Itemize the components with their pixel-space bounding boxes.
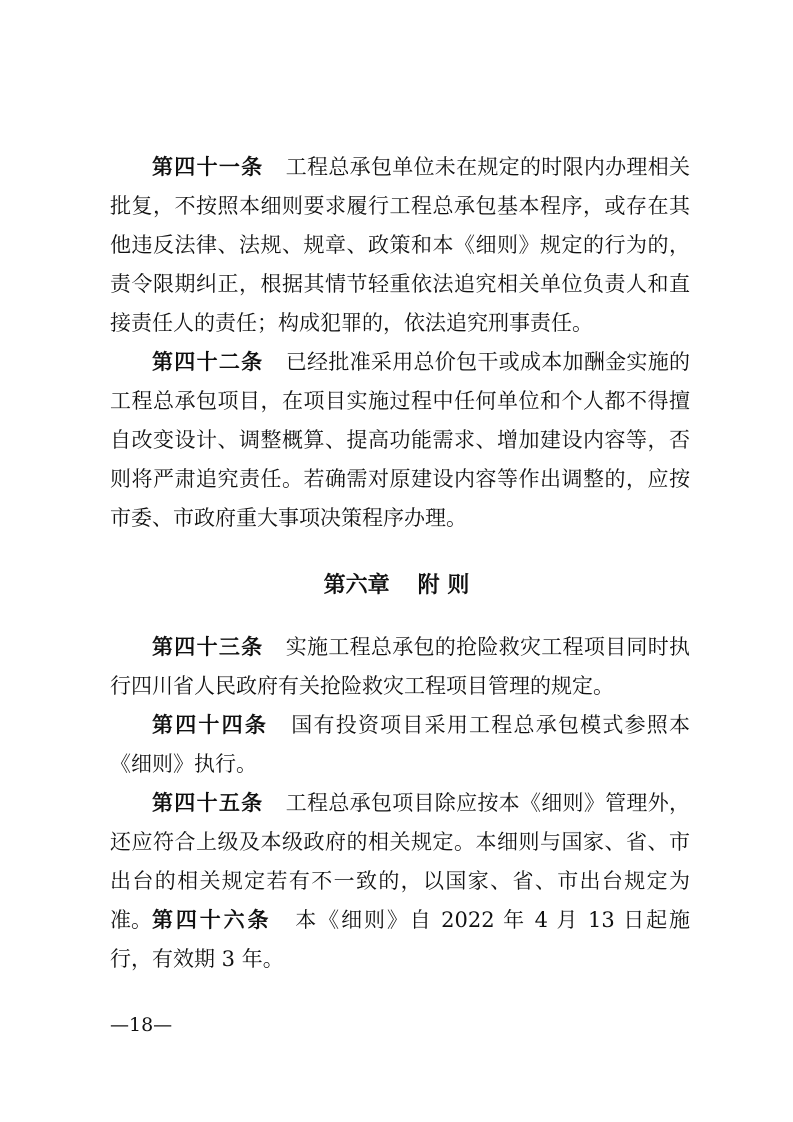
article-text: 实施工程总承包的抢险救灾工程项目同时执行四川省人民政府有关抢险救灾工程项目管理的规定。 — [110, 635, 691, 698]
chapter-heading — [0, 566, 793, 606]
article-text: 本《细则》自 2022 年 4 月 13 日起施行，有效期 3 年。 — [110, 908, 691, 971]
chapter-number: 第六章 — [323, 573, 390, 598]
article-heading: 第四十四条 — [152, 713, 269, 737]
chapter-title: 附 则 — [417, 573, 470, 598]
article-heading: 第四十二条 — [152, 350, 264, 374]
article-text: 国有投资项目采用工程总承包模式参照本《细则》执行。 — [110, 713, 691, 776]
article-42 — [110, 343, 690, 538]
article-text: 工程总承包单位未在规定的时限内办理相关批复，不按照本细则要求履行工程总承包基本程序，或存在其他违反法律、法规、规章、政策和本《细则》规定的行为的，责令限期纠正，根据其情节轻重依法追究相关单位负责人和直接责任人的责任；构成犯罪的，依法追究刑事责任。 — [110, 155, 691, 335]
article-46 — [110, 901, 690, 979]
article-43 — [110, 628, 690, 706]
article-44 — [110, 706, 690, 784]
article-text: 已经批准采用总价包干或成本加酬金实施的工程总承包项目，在项目实施过程中任何单位和个人都不得擅自改变设计、调整概算、提高功能需求、增加建设内容等，否则将严肃追究责任。若确需对原建设内容等作出调整的，应按市委、市政府重大事项决策程序办理。 — [110, 350, 691, 530]
article-text: 工程总承包项目除应按本《细则》管理外，还应符合上级及本级政府的相关规定。本细则与国家、省、市出台的相关规定若有不一致的，以国家、省、市出台规定为准。 — [110, 791, 691, 932]
article-heading: 第四十五条 — [152, 791, 264, 815]
page-number: —18— — [110, 1014, 173, 1036]
article-heading: 第四十一条 — [152, 155, 264, 179]
article-heading: 第四十六条 — [152, 908, 272, 932]
article-heading: 第四十三条 — [152, 635, 264, 659]
article-41 — [110, 148, 690, 343]
